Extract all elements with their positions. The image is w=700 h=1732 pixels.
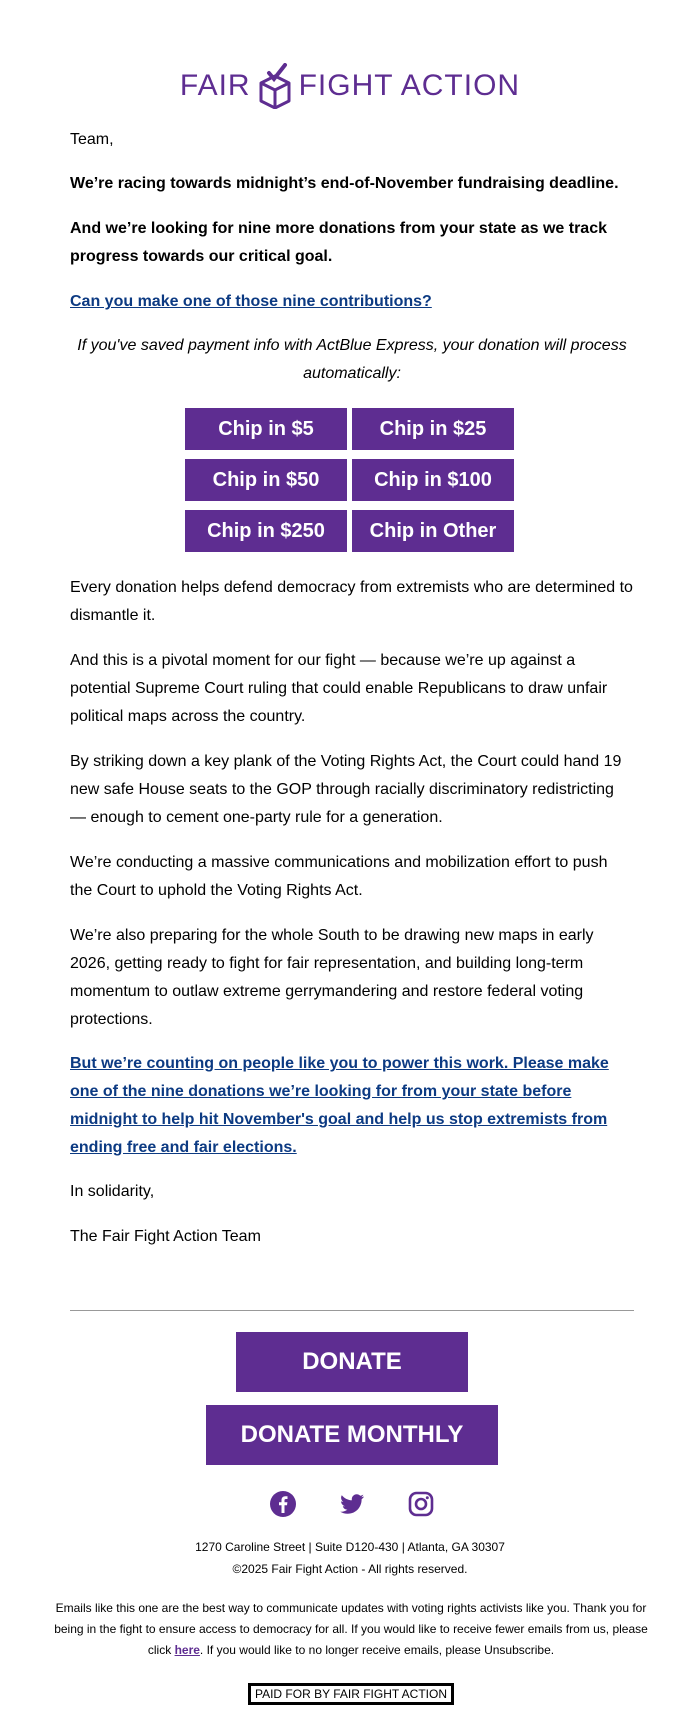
fine-print bbox=[46, 1598, 656, 1661]
chip-in-other-button[interactable]: Chip in Other bbox=[352, 510, 514, 552]
chip-in-5-button[interactable]: Chip in $5 bbox=[185, 408, 347, 450]
donation-appeal-link[interactable]: But we’re counting on people like you to power this work. Please make one of the nine donations we’re looking for from your state before midnight to help hit November's goal and help us stop extremists from ending free and fair elections. bbox=[70, 1055, 609, 1156]
deadline-headline: We’re racing towards midnight’s end-of-November fundraising deadline. bbox=[70, 175, 619, 192]
copyright: ©2025 Fair Fight Action - All rights reserved. bbox=[232, 1562, 468, 1576]
body-paragraph: We’re also preparing for the whole South to be drawing new maps in early 2026, getting ready to fight for fair representation, and building long-term momentum to outlaw extreme gerrymandering and restore federal voting protections. bbox=[70, 927, 594, 1028]
chip-in-250-button[interactable]: Chip in $250 bbox=[185, 510, 347, 552]
donate-monthly-button[interactable]: DONATE MONTHLY bbox=[206, 1405, 498, 1465]
contribution-link[interactable]: Can you make one of those nine contributions? bbox=[70, 293, 432, 310]
footer-address-block bbox=[0, 1536, 700, 1580]
donate-button[interactable]: DONATE bbox=[236, 1332, 468, 1392]
social-links bbox=[0, 1490, 700, 1520]
fair-fight-action-logo[interactable] bbox=[0, 60, 700, 112]
fewer-emails-link[interactable]: here bbox=[174, 1643, 200, 1657]
signoff: In solidarity, bbox=[70, 1183, 155, 1200]
chip-in-25-button[interactable]: Chip in $25 bbox=[352, 408, 514, 450]
body-paragraph: Every donation helps defend democracy from extremists who are determined to dismantle it. bbox=[70, 579, 633, 624]
mailing-address: 1270 Caroline Street | Suite D120-430 | Atlanta, GA 30307 bbox=[195, 1540, 505, 1554]
greeting: Team, bbox=[70, 131, 114, 148]
body-paragraph: We’re conducting a massive communications and mobilization effort to push the Court to uphold the Voting Rights Act. bbox=[70, 854, 608, 899]
instagram-icon[interactable] bbox=[407, 1490, 435, 1518]
body-paragraph: And this is a pivotal moment for our fight — because we’re up against a potential Supreme Court ruling that could enable Republicans to draw unfair political maps across the country. bbox=[70, 652, 608, 725]
footer-divider bbox=[70, 1310, 634, 1311]
nine-donations-text: And we’re looking for nine more donations from your state as we track progress towards our critical goal. bbox=[70, 220, 607, 265]
fine-print-text: Emails like this one are the best way to communicate updates with voting rights activists like you. Thank you for being in the fight to ensure access to democracy for all. If you would like to receive fewer emails from us, please click bbox=[54, 1601, 648, 1657]
chip-in-100-button[interactable]: Chip in $100 bbox=[352, 459, 514, 501]
paid-for-by-disclaimer: PAID FOR BY FAIR FIGHT ACTION bbox=[248, 1683, 454, 1705]
signature: The Fair Fight Action Team bbox=[70, 1228, 261, 1245]
actblue-note: If you've saved payment info with ActBlue Express, your donation will process automatically: bbox=[77, 337, 627, 382]
contribution-link-paragraph bbox=[70, 288, 432, 316]
chip-in-50-button[interactable]: Chip in $50 bbox=[185, 459, 347, 501]
logo-word-left: FAIR bbox=[179, 69, 251, 102]
ballot-box-icon bbox=[257, 63, 293, 109]
facebook-icon[interactable] bbox=[269, 1490, 297, 1518]
body-paragraph: By striking down a key plank of the Voting Rights Act, the Court could hand 19 new safe House seats to the GOP through racially discriminatory redistricting — enough to cement one-party rule for a generation. bbox=[70, 753, 622, 826]
fine-print-text-end: . If you would like to no longer receive emails, please Unsubscribe. bbox=[199, 1643, 555, 1657]
logo-word-right: FIGHT ACTION bbox=[298, 69, 521, 102]
twitter-icon[interactable] bbox=[338, 1490, 366, 1518]
donation-appeal-paragraph bbox=[70, 1050, 634, 1162]
